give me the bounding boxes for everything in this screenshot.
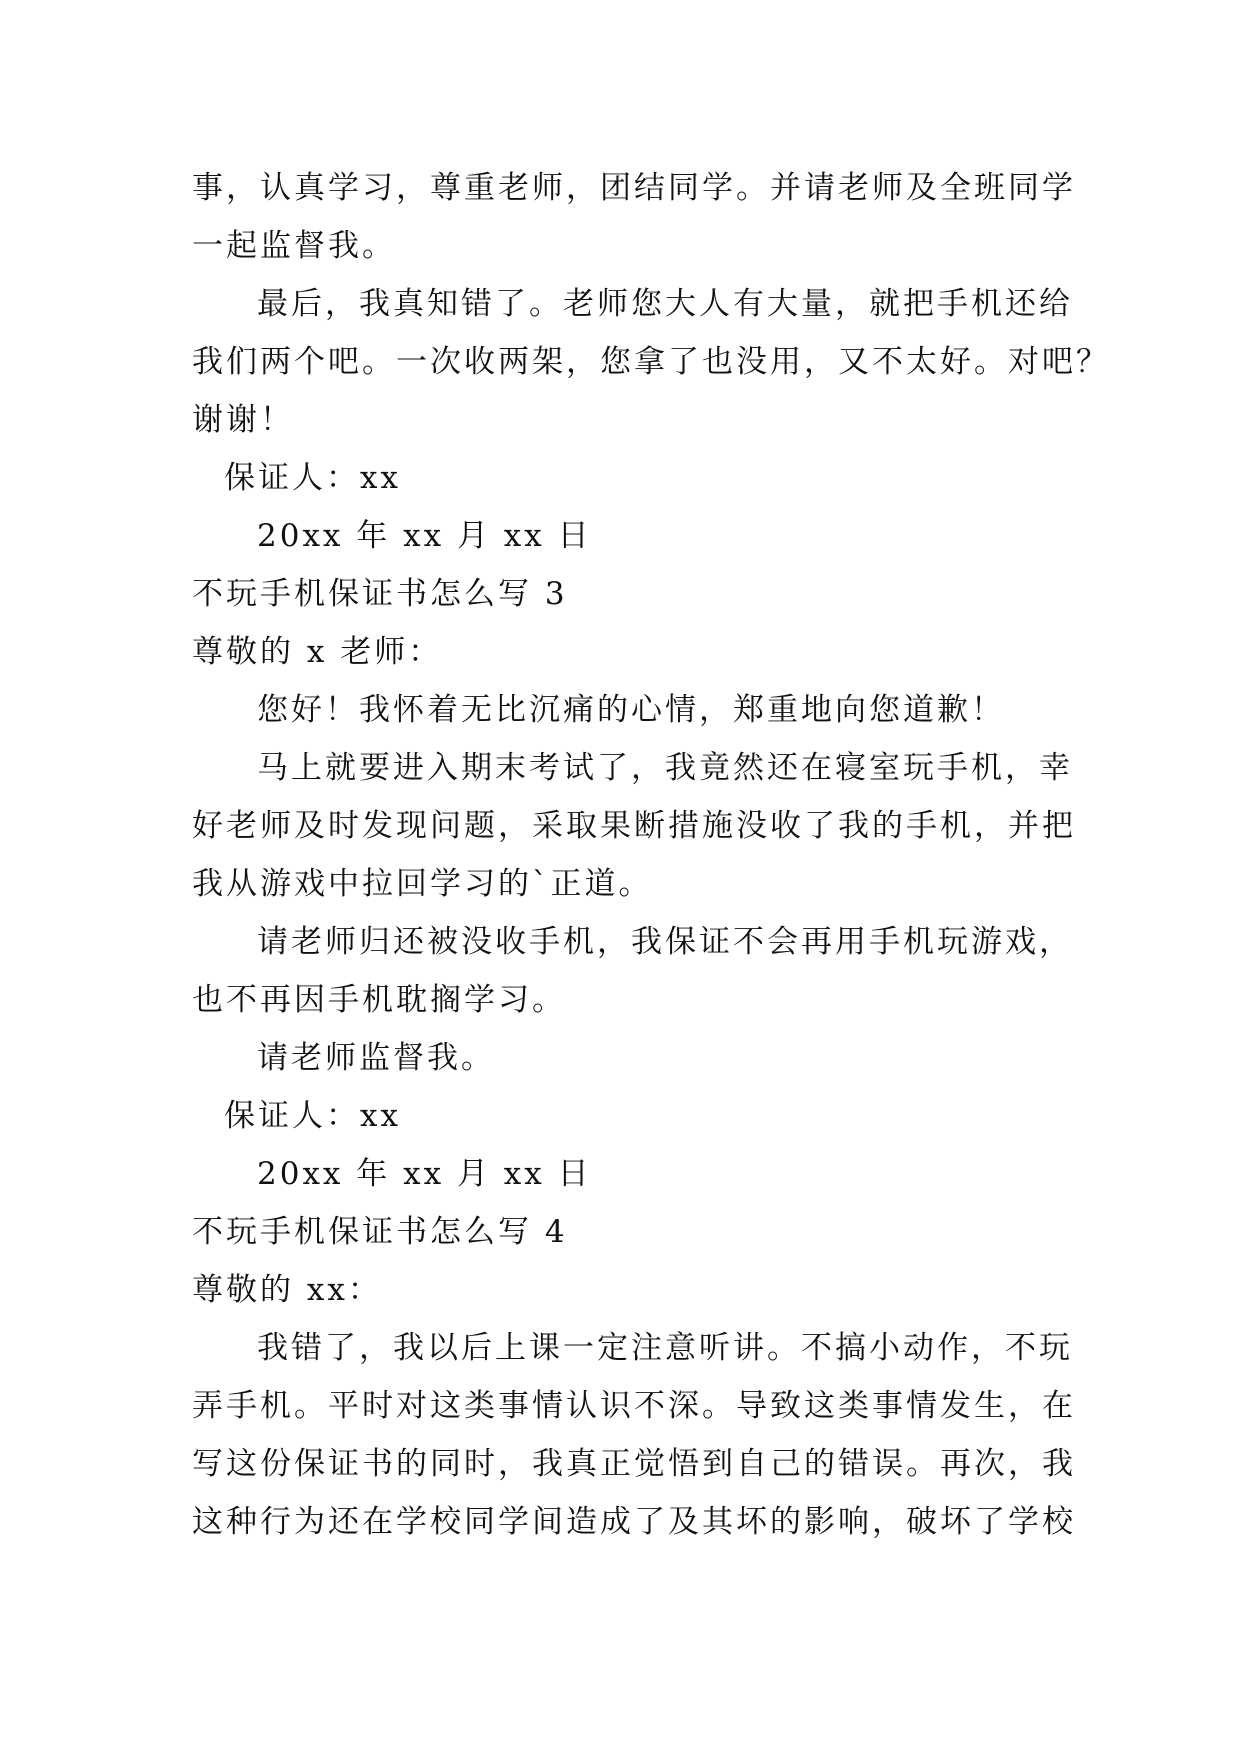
paragraph-line: 也不再因手机耽搁学习。 [192, 982, 566, 1018]
paragraph-line: 您好！我怀着无比沉痛的心情，郑重地向您道歉！ [257, 692, 1005, 728]
paragraph-line: 请老师归还被没收手机，我保证不会再用手机玩游戏， [257, 924, 1073, 960]
paragraph-line: 事，认真学习，尊重老师，团结同学。并请老师及全班同学 [192, 170, 1076, 206]
date-line: 20xx 年 xx 月 xx 日 [257, 1156, 592, 1192]
paragraph-line: 请老师监督我。 [257, 1040, 495, 1076]
paragraph-line: 我们两个吧。一次收两架，您拿了也没用，又不太好。对吧？ [192, 344, 1110, 380]
paragraph-line: 弄手机。平时对这类事情认识不深。导致这类事情发生，在 [192, 1388, 1076, 1424]
guarantor-line: 保证人：xx [224, 1098, 401, 1134]
paragraph-line: 一起监督我。 [192, 228, 396, 264]
guarantor-line: 保证人：xx [224, 460, 401, 496]
paragraph-line: 我从游戏中拉回学习的`正道。 [192, 866, 653, 902]
paragraph-line: 这种行为还在学校同学间造成了及其坏的影响，破坏了学校 [192, 1504, 1076, 1540]
paragraph-line: 好老师及时发现问题，采取果断措施没收了我的手机，并把 [192, 808, 1076, 844]
paragraph-line: 写这份保证书的同时，我真正觉悟到自己的错误。再次，我 [192, 1446, 1076, 1482]
paragraph-line: 最后，我真知错了。老师您大人有大量，就把手机还给 [257, 286, 1073, 322]
salutation: 尊敬的 x 老师： [192, 634, 443, 670]
salutation: 尊敬的 xx： [192, 1272, 382, 1308]
section-heading: 不玩手机保证书怎么写 4 [192, 1214, 568, 1250]
date-line: 20xx 年 xx 月 xx 日 [257, 518, 592, 554]
paragraph-line: 我错了，我以后上课一定注意听讲。不搞小动作，不玩 [257, 1330, 1073, 1366]
paragraph-line: 马上就要进入期末考试了，我竟然还在寝室玩手机，幸 [257, 750, 1073, 786]
section-heading: 不玩手机保证书怎么写 3 [192, 576, 568, 612]
paragraph-line: 谢谢！ [192, 402, 294, 438]
